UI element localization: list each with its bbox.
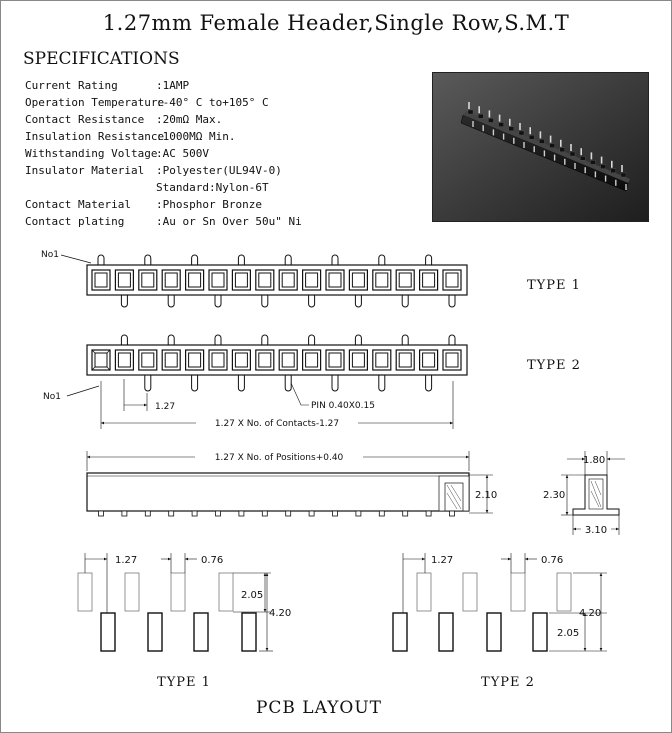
cell-inner — [446, 353, 458, 367]
spec-value: :AC 500V — [156, 147, 209, 160]
contact-cell — [396, 270, 414, 290]
pcb-type1-label: TYPE 1 — [157, 675, 211, 690]
side-pin — [356, 511, 361, 516]
end-top-width: 1.80 — [583, 455, 606, 466]
pin-outline — [379, 373, 385, 391]
pcb-pad — [557, 573, 571, 611]
cell-inner — [352, 353, 364, 367]
pcb-pad — [171, 573, 185, 611]
side-pin — [286, 511, 291, 516]
side-pin — [239, 511, 244, 516]
cell-inner — [259, 273, 271, 287]
pin1-label: No1 — [41, 250, 59, 260]
contact-cell — [396, 350, 414, 370]
side-pin — [333, 511, 338, 516]
cell-inner — [118, 273, 130, 287]
pcb-pad — [533, 613, 547, 651]
pin-outline — [145, 373, 151, 391]
side-pin — [450, 511, 455, 516]
cell-inner — [95, 353, 107, 367]
type1-top-view — [41, 250, 581, 307]
pcb-layout-title: PCB LAYOUT — [255, 698, 383, 718]
contact-cell — [279, 270, 297, 290]
cell-inner — [446, 273, 458, 287]
cell-inner — [189, 353, 201, 367]
type1-label: TYPE 1 — [527, 278, 581, 293]
side-pin — [216, 511, 221, 516]
contact-cell — [443, 350, 461, 370]
cell-inner — [95, 273, 107, 287]
pcb-pad — [78, 573, 92, 611]
contact-cell — [162, 350, 180, 370]
contact-cell — [186, 350, 204, 370]
pcb-pad — [511, 573, 525, 611]
side-pin — [309, 511, 314, 516]
positions-dimension: 1.27 X No. of Positions+0.40 — [214, 453, 344, 463]
contact-cell — [420, 270, 438, 290]
contact-cell — [162, 270, 180, 290]
specifications-heading: SPECIFICATIONS — [23, 49, 180, 69]
cell-inner — [376, 353, 388, 367]
side-pin — [426, 511, 431, 516]
spec-value: Standard:Nylon-6T — [156, 181, 269, 194]
cell-inner — [399, 353, 411, 367]
contact-cell — [443, 270, 461, 290]
contact-cell — [326, 350, 344, 370]
contacts-dimension: 1.27 X No. of Contacts-1.27 — [214, 419, 340, 429]
end-height: 2.30 — [543, 490, 566, 501]
contact-cell — [349, 350, 367, 370]
pin — [192, 373, 198, 391]
pin-outline — [285, 373, 291, 391]
side-pin — [122, 511, 127, 516]
contact-cell — [256, 270, 274, 290]
side-pin — [262, 511, 267, 516]
pcb-pad — [101, 613, 115, 651]
cell-inner — [235, 273, 247, 287]
pcb-pad — [125, 573, 139, 611]
cell-inner — [142, 353, 154, 367]
contact-cell — [420, 350, 438, 370]
cell-inner — [306, 353, 318, 367]
side-pin — [403, 511, 408, 516]
cell-inner — [423, 273, 435, 287]
pin — [379, 373, 385, 391]
contact-cell — [232, 270, 250, 290]
height-dimension: 2.10 — [475, 490, 498, 501]
pin-outline — [238, 373, 244, 391]
cell-inner — [212, 273, 224, 287]
pcb-type2-label: TYPE 2 — [481, 675, 535, 690]
pcb-layout-type1 — [78, 553, 291, 690]
pin — [238, 373, 244, 391]
page-title: 1.27mm Female Header,Single Row,S.M.T — [102, 11, 570, 35]
pcb-type2-pads — [393, 573, 571, 651]
cell-inner — [282, 353, 294, 367]
pin1-label-type2: No1 — [43, 392, 61, 402]
cell-inner — [142, 273, 154, 287]
contact-cell — [139, 350, 157, 370]
spec-value: :20mΩ Max. — [156, 113, 223, 126]
spec-label: Current Rating — [25, 79, 118, 92]
contact-cell — [303, 350, 321, 370]
contact-cell — [115, 350, 133, 370]
pin-size-label: PIN 0.40X0.15 — [311, 401, 375, 411]
type2-label: TYPE 2 — [527, 358, 581, 373]
pcb-pad — [487, 613, 501, 651]
contact-cell — [115, 270, 133, 290]
contact-cell — [232, 350, 250, 370]
cell-inner — [165, 273, 177, 287]
contact-cell — [303, 270, 321, 290]
cell-inner — [352, 273, 364, 287]
pin-outline — [192, 373, 198, 391]
cell-inner — [259, 353, 271, 367]
cell-inner — [212, 353, 224, 367]
type2-lower-pins — [145, 373, 432, 391]
spec-label: Contact plating — [25, 215, 125, 228]
contact-cell — [349, 270, 367, 290]
cell-inner — [329, 353, 341, 367]
spec-value: :Au or Sn Over 50u" Ni — [156, 215, 302, 228]
spec-value: :Polyester(UL94V-0) — [156, 164, 282, 177]
pcb-pad — [393, 613, 407, 651]
contact-cell — [139, 270, 157, 290]
pcb-pad — [417, 573, 431, 611]
spec-label: Insulation Resistance — [25, 130, 165, 143]
pcb1-pad-width: 0.76 — [201, 555, 224, 566]
pin — [332, 373, 338, 391]
contact-cell — [209, 350, 227, 370]
cell-inner — [282, 273, 294, 287]
cell-inner — [423, 353, 435, 367]
pcb-pad — [219, 573, 233, 611]
pcb-pad — [194, 613, 208, 651]
pcb-pad — [148, 613, 162, 651]
spec-value: :-40° C to+105° C — [156, 96, 269, 109]
spec-label: Operation Temperature — [25, 96, 165, 109]
pcb2-spacing: 2.05 — [557, 628, 580, 639]
cell-inner — [306, 273, 318, 287]
spec-label: Contact Material — [25, 198, 131, 211]
cell-inner — [329, 273, 341, 287]
pin — [145, 373, 151, 391]
contact-cell — [279, 350, 297, 370]
cell-inner — [189, 273, 201, 287]
type2-top-view — [43, 335, 581, 429]
spec-value: :1000MΩ Min. — [156, 130, 236, 143]
cell-inner — [118, 353, 130, 367]
side-pin — [99, 511, 104, 516]
cell-inner — [399, 273, 411, 287]
end-bottom-width: 3.10 — [584, 525, 608, 536]
side-pin — [192, 511, 197, 516]
spec-value: :Phosphor Bronze — [156, 198, 262, 211]
spec-value: :1AMP — [156, 79, 190, 92]
contact-cell — [209, 270, 227, 290]
pin-outline — [332, 373, 338, 391]
pcb-pad — [463, 573, 477, 611]
pcb1-spacing: 2.05 — [241, 590, 264, 601]
side-view-pins — [99, 511, 455, 516]
pin-outline — [426, 373, 432, 391]
spec-label: Withstanding Voltage — [25, 147, 158, 160]
side-view — [87, 451, 497, 516]
pcb-layout-type2 — [393, 553, 607, 690]
pcb2-pad-width: 0.76 — [541, 555, 564, 566]
pcb1-pitch: 1.27 — [115, 555, 138, 566]
spec-label: Contact Resistance — [25, 113, 145, 126]
pitch-dimension: 1.27 — [155, 402, 176, 412]
pcb2-pitch: 1.27 — [431, 555, 454, 566]
contact-cell — [186, 270, 204, 290]
contact-cell — [92, 270, 110, 290]
spec-label: Insulator Material — [25, 164, 145, 177]
pin — [426, 373, 432, 391]
cell-inner — [165, 353, 177, 367]
pin — [285, 373, 291, 391]
cell-inner — [235, 353, 247, 367]
pcb-pad — [439, 613, 453, 651]
end-view — [543, 451, 625, 536]
side-pin — [379, 511, 384, 516]
pcb2-overall: 4.20 — [579, 608, 602, 619]
contact-cell — [92, 350, 110, 370]
pcb-pad — [242, 613, 256, 651]
contact-cell — [326, 270, 344, 290]
technical-drawing — [1, 1, 671, 732]
cell-inner — [376, 273, 388, 287]
contact-cell — [373, 350, 391, 370]
pcb-type1-pads — [78, 573, 256, 651]
side-pin — [145, 511, 150, 516]
side-pin — [169, 511, 174, 516]
pcb1-overall: 4.20 — [269, 608, 292, 619]
contact-cell — [256, 350, 274, 370]
contact-cell — [373, 270, 391, 290]
